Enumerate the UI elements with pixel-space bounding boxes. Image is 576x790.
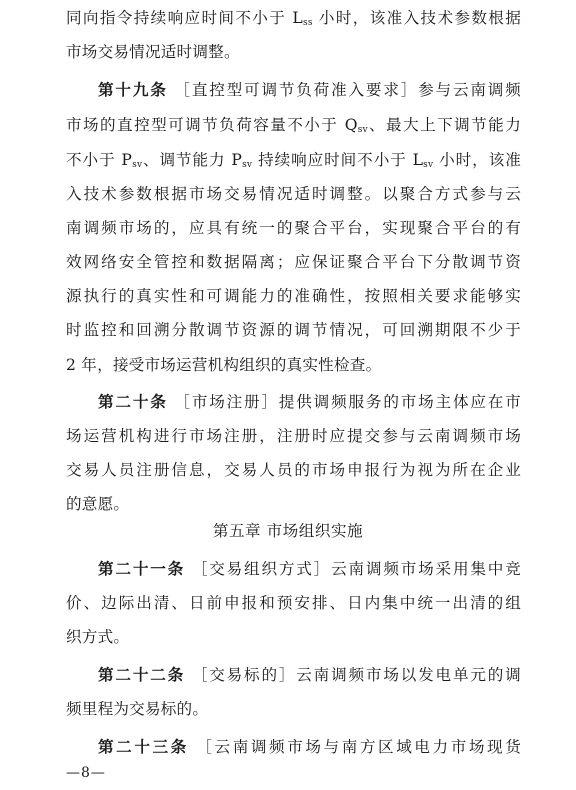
text-line [98, 733, 521, 761]
text-segment: 2 年，接受市场运营机构组织的真实性检查。 [66, 356, 382, 374]
text-segment: ［交易组织方式］云南调频市场采用集中竞 [185, 560, 521, 578]
text-segment: 同向指令持续响应时间不小于 L [66, 9, 303, 27]
text-segment: 交易人员注册信息，交易人员的市场申报行为视为所在企业 [66, 461, 521, 479]
text-segment: 、最大上下调节能力 [367, 116, 521, 134]
text-line [66, 316, 521, 344]
subscript: sv [242, 160, 253, 170]
text-line [66, 589, 521, 617]
text-line [66, 456, 521, 484]
text-line [66, 38, 521, 66]
text-segment: 场运营机构进行市场注册，注册时应提交参与云南调频市场 [66, 427, 521, 445]
page-number: —8— [66, 765, 106, 781]
subscript: sv [357, 125, 368, 135]
text-segment: ［直控型可调节负荷准入要求］参与云南调频 [167, 81, 521, 99]
text-segment: 源执行的真实性和可调能力的准确性，按照相关要求能够实 [66, 287, 521, 305]
text-segment: 小时，该准 [433, 151, 522, 169]
article-number: 第十九条 [98, 80, 168, 99]
text-line [66, 351, 521, 379]
subscript: ss [303, 18, 313, 28]
text-line [66, 180, 521, 208]
article-number: 第二十条 [98, 392, 168, 411]
text-line [98, 76, 521, 104]
article-number: 第二十三条 [98, 737, 189, 756]
text-segment: 入技术参数根据市场交易情况适时调整。以聚合方式参与云 [66, 185, 521, 203]
text-segment: ［交易标的］云南调频市场以发电单元的调 [185, 666, 521, 684]
text-line [66, 214, 521, 242]
chapter-heading: 第五章 市场组织实施 [212, 522, 364, 540]
text-line [66, 282, 521, 310]
text-segment: 时监控和回溯分散调节资源的调节情况，可回溯期限不少于 [66, 321, 521, 339]
text-segment: 织方式。 [66, 628, 130, 646]
subscript: sv [132, 160, 143, 170]
text-segment: 的意愿。 [66, 495, 130, 513]
text-segment: 频里程为交易标的。 [66, 700, 209, 718]
subscript: sv [423, 160, 434, 170]
text-line [66, 4, 521, 32]
text-line [66, 111, 521, 139]
text-segment: 持续响应时间不小于 L [252, 151, 424, 169]
text-line [98, 661, 521, 689]
text-segment: 、调节能力 P [142, 151, 243, 169]
text-line [66, 248, 521, 276]
text-segment: ［市场注册］提供调频服务的市场主体应在市 [167, 393, 521, 411]
text-line [66, 490, 521, 518]
text-line [66, 146, 521, 174]
article-number: 第二十二条 [98, 665, 186, 684]
text-line [98, 555, 521, 583]
text-segment: 南调频市场的，应具有统一的聚合平台，实现聚合平台的有 [66, 219, 521, 237]
text-segment: ［云南调频市场与南方区域电力市场现货 [188, 738, 521, 756]
text-line [66, 422, 521, 450]
text-segment: 效网络安全管控和数据隔离；应保证聚合平台下分散调节资 [66, 253, 521, 271]
text-segment: 不小于 P [66, 151, 133, 169]
text-segment: 市场的直控型可调节负荷容量不小于 Q [66, 116, 358, 134]
text-segment: 价、边际出清、日前申报和预安排、日内集中统一出清的组 [66, 594, 521, 612]
article-number: 第二十一条 [98, 559, 186, 578]
text-line [66, 623, 521, 651]
text-line [66, 695, 521, 723]
text-segment: 市场交易情况适时调整。 [66, 43, 240, 61]
text-segment: 小时，该准入技术参数根据 [312, 9, 522, 27]
text-line [98, 388, 521, 416]
